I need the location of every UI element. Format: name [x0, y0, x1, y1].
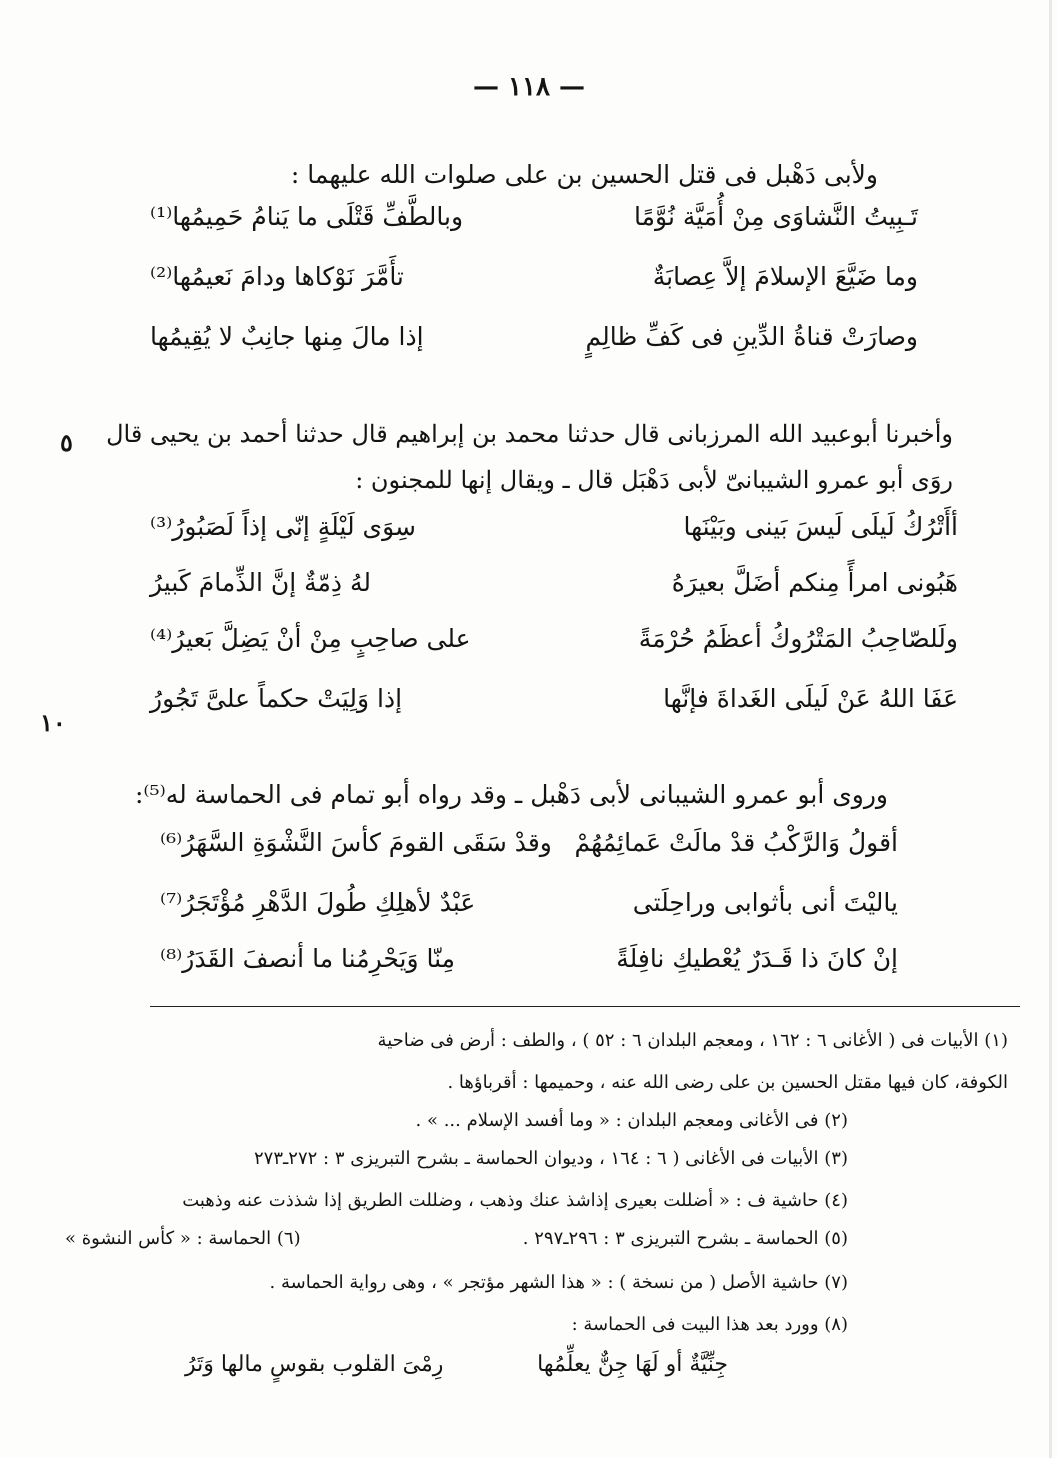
verse-first-hemistich: جِنِّيَّةٌ أو لَهَا جِنٌّ يعلِّمُها: [537, 1352, 728, 1377]
verse-first-hemistich: هَبُونى امرأً مِنكم أضَلَّ بعيرَهُ: [671, 568, 958, 597]
line-number-5: ٥: [60, 428, 73, 457]
verse-second-hemistich: وبالطَّفِّ قَتْلَى ما يَنامُ حَمِيمُها⁽¹⁾: [150, 202, 464, 231]
verse-first-hemistich: تَـبِيتُ النَّشاوَى مِنْ أُمَيَّة نُوَّمًا: [634, 202, 918, 231]
verse-first-hemistich: أأَتْرُكُ لَيلَى لَيسَ بَينى وبَيْنَها: [683, 512, 958, 541]
page-number: — ١١٨ —: [472, 72, 586, 102]
verse-second-hemistich: إذا مالَ مِنها جانِبٌ لا يُقِيمُها: [150, 322, 424, 351]
verse-first-hemistich: ياليْتَ أنى بأثوابى وراحِلَتى: [632, 888, 898, 917]
verse-second-hemistich: إذا وَلِيَتْ حكماً علىَّ تَجُورُ: [150, 684, 403, 713]
verse-line: [150, 322, 918, 362]
verse-second-hemistich: تأَمَّرَ نَوْكاها ودامَ نَعيمُها⁽²⁾: [150, 262, 404, 291]
verse-first-hemistich: عَفَا اللهُ عَنْ لَيلَى الغَداةَ فإنَّها: [663, 684, 958, 713]
footnote-1: (١) الأبيات فى ( الأغانى ٦ : ١٦٢ ، ومعجم البلدان ٦ : ٥٢ ) ، والطف : أرض فى ضاحية: [377, 1030, 1008, 1051]
section1-intro: ولأبى دَهْبل فى قتل الحسين بن على صلوات الله عليهما :: [290, 160, 878, 189]
verse-line: [150, 568, 958, 608]
footnote-2: (٢) فى الأغانى ومعجم البلدان : « وما أفسد الإسلام ... » .: [415, 1110, 848, 1131]
footnote-8: (٨) وورد بعد هذا البيت فى الحماسة :: [571, 1314, 848, 1335]
verse-second-hemistich: سِوَى لَيْلَةٍ إنّى إذاً لَصَبُورُ⁽³⁾: [150, 512, 416, 541]
verse-second-hemistich: وقدْ سَقَى القومَ كأسَ النَّشْوَةِ السَّهَرُ⁽⁶⁾: [160, 828, 552, 857]
section3-intro: وروى أبو عمرو الشيبانى لأبى دَهْبل ـ وقد رواه أبو تمام فى الحماسة له⁽⁵⁾:: [134, 780, 888, 809]
verse-line: [160, 888, 898, 928]
verse-line: [150, 624, 958, 664]
verse-first-hemistich: إنْ كانَ ذا قَـدَرٌ يُعْطيكِ نافِلَةً: [616, 944, 898, 973]
footnote-1-cont: الكوفة، كان فيها مقتل الحسين بن على رضى الله عنه ، وحميمها : أقرباؤها .: [447, 1072, 1008, 1093]
verse-line: [160, 944, 898, 984]
verse-first-hemistich: ولَلصّاحِبُ المَتْرُوكُ أعظَمُ حُرْمَةً: [638, 624, 958, 653]
verse-line: [150, 262, 918, 302]
verse-second-hemistich: لهُ ذِمّةٌ إنَّ الذِّمامَ كَبيرُ: [150, 568, 371, 597]
footnote-verse: [185, 1352, 728, 1388]
verse-second-hemistich: مِنّا وَيَحْرِمُنا ما أنصفَ القَدَرُ⁽⁸⁾: [160, 944, 456, 973]
footnote-5: (٥) الحماسة ـ بشرح التبريزى ٣ : ٢٩٦ـ٢٩٧ .: [522, 1228, 848, 1249]
verse-line: [160, 828, 898, 868]
footnote-6: (٦) الحماسة : « كأس النشوة »: [65, 1228, 301, 1249]
verse-second-hemistich: على صاحِبٍ مِنْ أنْ يَضِلَّ بَعيرُ⁽⁴⁾: [150, 624, 471, 653]
verse-first-hemistich: وما ضَيَّعَ الإسلامَ إلاَّ عِصابَةٌ: [652, 262, 918, 291]
verse-second-hemistich: عَبْدٌ لأهلِكِ طُولَ الدَّهْرِ مُؤْتَجَرُ⁽⁷⁾: [160, 888, 476, 917]
line-number-10: ١٠: [40, 708, 66, 737]
verse-first-hemistich: أقولُ وَالرَّكْبُ قدْ مالَتْ عَمائِمُهُمْ: [574, 828, 898, 857]
verse-first-hemistich: وصارَتْ قناةُ الدِّينِ فى كَفِّ ظالِمٍ: [585, 322, 918, 351]
footnote-7: (٧) حاشية الأصل ( من نسخة ) : « هذا الشهر مؤتجر » ، وهى رواية الحماسة .: [269, 1272, 848, 1293]
verse-line: [150, 202, 918, 242]
isnad-line-1: وأخبرنا أبوعبيد الله المرزبانى قال حدثنا محمد بن إبراهيم قال حدثنا أحمد بن يحيى قال: [106, 420, 953, 448]
footnote-divider: [150, 1006, 1020, 1007]
verse-line: [150, 512, 958, 552]
page-edge-shadow: [1049, 0, 1052, 1458]
footnote-3: (٣) الأبيات فى الأغانى ( ٦ : ١٦٤ ، وديوان الحماسة ـ بشرح التبريزى ٣ : ٢٧٢ـ٢٧٣: [253, 1148, 848, 1169]
isnad-line-2: روَى أبو عمرو الشيبانىّ لأبى دَهْبَل قال ـ ويقال إنها للمجنون :: [355, 466, 953, 494]
verse-second-hemistich: رِمْىَ القلوب بقوسٍ مالها وَتَرُ: [185, 1352, 444, 1377]
footnote-4: (٤) حاشية ف : « أضللت بعيرى إذاشذ عنك وذهب ، وضللت الطريق إذا شذذت عنه وذهبت: [182, 1190, 848, 1211]
verse-line: [150, 684, 958, 724]
